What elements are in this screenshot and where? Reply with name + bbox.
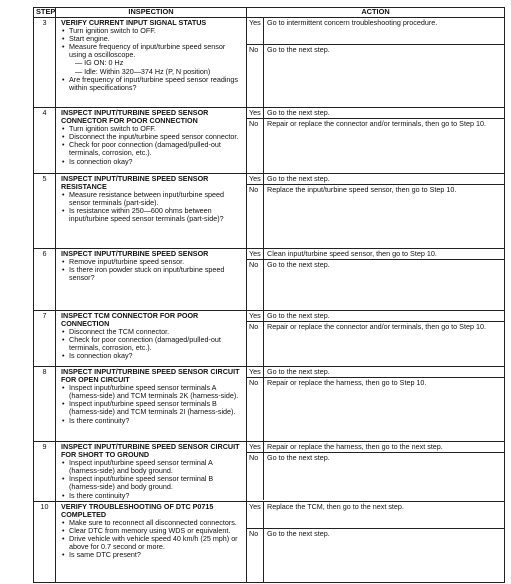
yes-label: Yes <box>247 311 264 321</box>
inspection-cell <box>56 311 247 367</box>
table-row <box>34 108 505 174</box>
yes-action: Replace the TCM, then go to the next step. <box>267 501 404 511</box>
bullet-item: • Is there continuity? <box>69 492 243 500</box>
table-row <box>34 501 505 582</box>
action-cell <box>247 367 505 442</box>
action-cell <box>247 501 505 582</box>
bullet-item: • Check for poor connection (damaged/pulled-out terminals, corrosion, etc.). <box>69 141 243 157</box>
yes-action: Go to the next step. <box>267 311 330 320</box>
bullet-item: • Disconnect the TCM connector. <box>69 328 243 336</box>
no-action: Repair or replace the connector and/or terminals, then go to Step 10. <box>267 119 486 128</box>
no-label: No <box>247 453 264 500</box>
bullet-item: • Is there continuity? <box>69 417 243 425</box>
table-row <box>34 249 505 311</box>
inspection-cell <box>56 18 247 108</box>
inspection-title: VERIFY CURRENT INPUT SIGNAL STATUS <box>61 18 207 27</box>
inspection-cell <box>56 501 247 582</box>
bullet-item: • Is there iron powder stuck on input/turbine speed sensor? <box>69 266 243 282</box>
no-action: Repair or replace the harness, then go to Step 10. <box>267 378 427 387</box>
bullet-item: • Is same DTC present? <box>69 551 243 559</box>
no-action: Go to the next step. <box>267 260 330 269</box>
action-cell <box>247 249 505 311</box>
no-label: No <box>247 45 264 107</box>
yes-action: Go to the next step. <box>267 108 330 117</box>
no-label: No <box>247 322 264 366</box>
header-action: ACTION <box>247 8 505 18</box>
bullet-item: • Inspect input/turbine speed sensor terminal B (harness-side) and body ground. <box>69 475 243 491</box>
bullet-item: • Is connection okay? <box>69 158 243 166</box>
yes-action: Go to the next step. <box>267 367 330 376</box>
bullet-item: • Drive vehicle with vehicle speed 40 km/h (25 mph) or above for 0.7 second or more. <box>69 535 243 551</box>
yes-action: Repair or replace the harness, then go to the next step. <box>267 442 443 451</box>
no-label: No <box>247 260 264 310</box>
inspection-cell <box>56 442 247 502</box>
no-action: Go to the next step. <box>267 528 330 538</box>
step-number: 5 <box>34 174 56 249</box>
yes-action: Go to intermittent concern troubleshooting procedure. <box>267 18 438 27</box>
inspection-title: INSPECT TCM CONNECTOR FOR POOR CONNECTION <box>61 311 199 329</box>
action-cell <box>247 442 505 502</box>
troubleshooting-table <box>33 7 505 583</box>
step-number: 4 <box>34 108 56 174</box>
header-inspection: INSPECTION <box>56 8 247 18</box>
bullet-item: • Check for poor connection (damaged/pulled-out terminals, corrosion, etc.). <box>69 336 243 352</box>
inspection-cell <box>56 367 247 442</box>
step-number: 9 <box>34 442 56 502</box>
bullet-item: • Measure resistance between input/turbine speed sensor terminals (part-side). <box>69 191 243 207</box>
action-cell <box>247 174 505 249</box>
inspection-cell <box>56 249 247 311</box>
no-label: No <box>247 378 264 441</box>
bullet-item: • Inspect input/turbine speed sensor terminals A (harness-side) and TCM terminals 2K (harness-side). <box>69 384 243 400</box>
bullet-item: • Remove input/turbine speed sensor. <box>69 258 243 266</box>
no-label: No <box>247 119 264 173</box>
step-number: 10 <box>34 501 56 582</box>
bullet-item: • Is connection okay? <box>69 352 243 360</box>
action-cell <box>247 311 505 367</box>
spec-ig-on: — IG ON: 0 Hz <box>75 58 124 68</box>
table-row <box>34 367 505 442</box>
no-action: Go to the next step. <box>267 45 330 54</box>
no-action: Replace the input/turbine speed sensor, then go to Step 10. <box>267 185 457 194</box>
yes-label: Yes <box>247 174 264 184</box>
inspection-title: VERIFY TROUBLESHOOTING OF DTC P0715 COMPLETED <box>61 501 214 519</box>
bullet-item: • Turn ignition switch to OFF. <box>69 27 243 35</box>
header-step: STEP <box>34 8 56 18</box>
bullet-item: • Measure frequency of input/turbine speed sensor using a oscilloscope. <box>69 43 243 59</box>
bullet-item: • Make sure to reconnect all disconnected connectors. <box>69 519 243 527</box>
bullet-item: • Inspect input/turbine speed sensor terminal A (harness-side) and body ground. <box>69 459 243 475</box>
inspection-title: INSPECT INPUT/TURBINE SPEED SENSOR CONNECTOR FOR POOR CONNECTION <box>61 108 209 126</box>
inspection-cell <box>56 108 247 174</box>
inspection-title: INSPECT INPUT/TURBINE SPEED SENSOR RESISTANCE <box>61 174 209 192</box>
yes-label: Yes <box>247 108 264 118</box>
yes-label: Yes <box>247 442 264 452</box>
table-row <box>34 442 505 502</box>
inspection-title: INSPECT INPUT/TURBINE SPEED SENSOR <box>61 249 209 258</box>
action-cell <box>247 18 505 108</box>
action-cell <box>247 108 505 174</box>
table-row <box>34 311 505 367</box>
table-row <box>34 174 505 249</box>
inspection-cell <box>56 174 247 249</box>
yes-action: Go to the next step. <box>267 174 330 183</box>
step-number: 3 <box>34 18 56 108</box>
bullet-item: • Turn ignition switch to OFF. <box>69 125 243 133</box>
yes-label: Yes <box>247 367 264 377</box>
bullet-item: • Are frequency of input/turbine speed sensor readings within specifications? <box>69 76 243 92</box>
yes-label: Yes <box>247 249 264 259</box>
step-number: 8 <box>34 367 56 442</box>
spec-idle: — Idle: Within 320—374 Hz (P, N position) <box>75 66 211 76</box>
inspection-title: INSPECT INPUT/TURBINE SPEED SENSOR CIRCUIT FOR SHORT TO GROUND <box>61 442 240 460</box>
bullet-item: • Is resistance within 250—600 ohms between input/turbine speed sensor terminals (part-side)? <box>69 207 243 223</box>
inspection-title: INSPECT INPUT/TURBINE SPEED SENSOR CIRCUIT FOR OPEN CIRCUIT <box>61 367 240 385</box>
table-row <box>34 18 505 108</box>
no-action: Repair or replace the connector and/or terminals, then go to Step 10. <box>267 322 486 331</box>
table-header-row <box>34 8 505 18</box>
bullet-item: • Inspect input/turbine speed sensor terminals B (harness-side) and TCM terminals 2I (harness-side). <box>69 400 243 416</box>
bullet-item: • Disconnect the input/turbine speed sensor connector. <box>69 133 243 141</box>
no-label: No <box>247 185 264 248</box>
yes-action: Clean input/turbine speed sensor, then go to Step 10. <box>267 249 437 258</box>
no-action: Go to the next step. <box>267 453 330 462</box>
yes-label: Yes <box>247 502 264 528</box>
bullet-item: • Start engine. <box>69 35 243 43</box>
no-label: No <box>247 529 264 582</box>
yes-label: Yes <box>247 18 264 44</box>
step-number: 7 <box>34 311 56 367</box>
step-number: 6 <box>34 249 56 311</box>
bullet-item: • Clear DTC from memory using WDS or equivalent. <box>69 527 243 535</box>
